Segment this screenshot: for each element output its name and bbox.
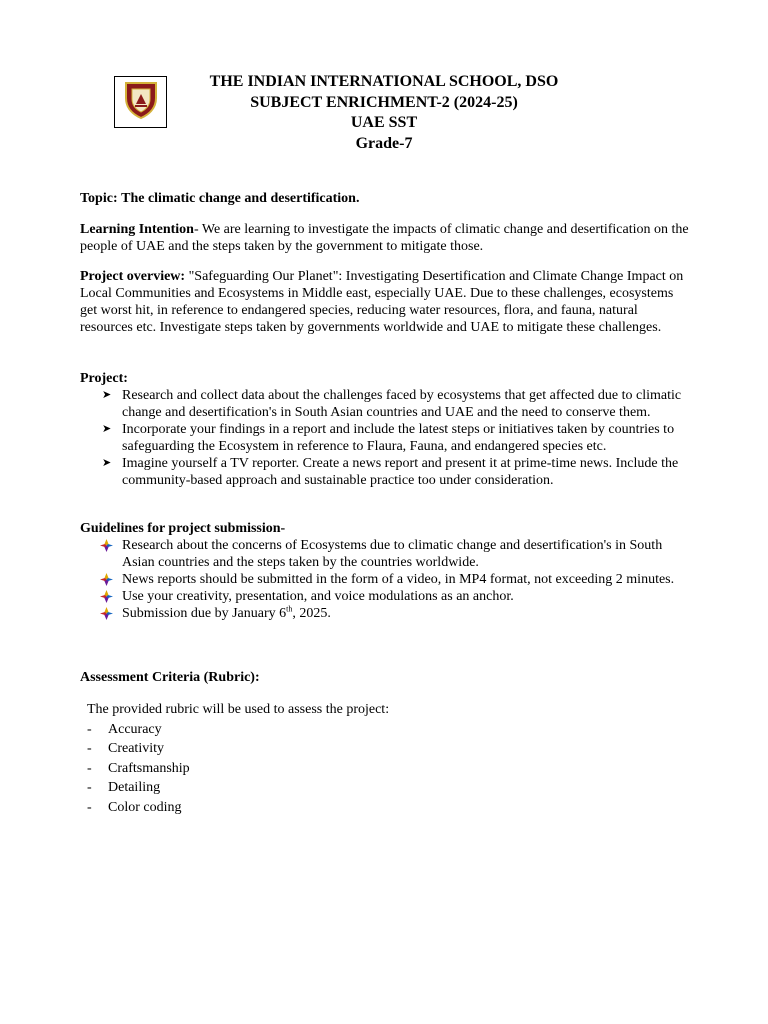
grade-title: Grade-7: [355, 134, 413, 152]
rubric-intro: The provided rubric will be used to assess the project:: [87, 702, 390, 717]
guidelines-list: [80, 537, 690, 622]
rubric-item: - Craftsmanship: [87, 760, 190, 776]
topic-label: Topic:: [80, 191, 118, 206]
learning-intention: [80, 221, 690, 255]
project-overview: [80, 268, 690, 336]
rubric-item: - Accuracy: [87, 721, 162, 737]
topic-text: The climatic change and desertification.: [121, 191, 360, 206]
project-overview-text: "Safeguarding Our Planet": Investigating Desertification and Climate Change Impact on Local Communities and Ecosystems in Middle east, especially UAE. Due to these challenges, ecosystems get worst hit, in reference to endangered species, reducing water resources, flora, and fauna, natural resources etc. Investigate steps taken by governments worldwide and UAE to mitigate these challenges.: [80, 269, 684, 335]
list-item: ➤ Imagine yourself a TV reporter. Create a news report and present it at prime-time news. Include the community-based approach and sustainable practice too under consideration.: [102, 456, 679, 488]
diamond-arrow-bullet-icon: [100, 539, 113, 557]
project-section: [80, 370, 690, 489]
assessment-label: Assessment Criteria (Rubric):: [80, 670, 260, 685]
project-label: Project:: [80, 371, 128, 386]
rubric-item: - Color coding: [87, 799, 182, 815]
topic-line: [80, 190, 690, 207]
arrow-bullet-icon: ➤: [102, 389, 112, 401]
school-crest-icon: [123, 80, 159, 125]
arrow-bullet-icon: ➤: [102, 423, 112, 435]
school-logo: [114, 76, 167, 128]
list-item: ➤ Incorporate your findings in a report and include the latest steps or initiatives taken by countries to safeguarding the Ecosystem in reference to Flaura, Fauna, and endangered species etc.: [102, 422, 675, 454]
learning-intention-label: Learning Intention: [80, 222, 194, 237]
subject-title: UAE SST: [350, 114, 418, 131]
rubric-item: - Detailing: [87, 780, 161, 795]
learning-intention-text: - We are learning to investigate the impacts of climatic change and desertification on the people of UAE and the steps taken by the government to mitigate those.: [80, 222, 689, 254]
guidelines-label: Guidelines for project submission-: [80, 521, 286, 536]
document-header: [180, 72, 588, 154]
list-item: ➤ Research and collect data about the challenges faced by ecosystems that get affected due to climatic change and desertification's in South Asian countries and UAE and the need to conserve them.: [102, 388, 682, 420]
project-list: [80, 387, 690, 489]
program-title: SUBJECT ENRICHMENT-2 (2024-25): [250, 93, 518, 111]
list-item: Use your creativity, presentation, and voice modulations as an anchor.: [80, 588, 690, 605]
diamond-arrow-bullet-icon: [100, 607, 113, 625]
submission-due: Submission due by January 6th, 2025.: [122, 604, 331, 621]
list-item: News reports should be submitted in the form of a video, in MP4 format, not exceeding 2 minutes.: [80, 571, 690, 588]
guidelines-section: [80, 520, 690, 622]
rubric-item: - Creativity: [87, 741, 164, 756]
rubric-section: [87, 700, 487, 817]
project-overview-label: Project overview:: [80, 269, 186, 284]
arrow-bullet-icon: ➤: [102, 457, 112, 469]
list-item: [80, 605, 690, 622]
school-name: THE INDIAN INTERNATIONAL SCHOOL, DSO: [209, 73, 559, 90]
list-item: Research about the concerns of Ecosystems due to climatic change and desertification's in South Asian countries and the steps taken by the countries worldwide.: [80, 537, 690, 571]
